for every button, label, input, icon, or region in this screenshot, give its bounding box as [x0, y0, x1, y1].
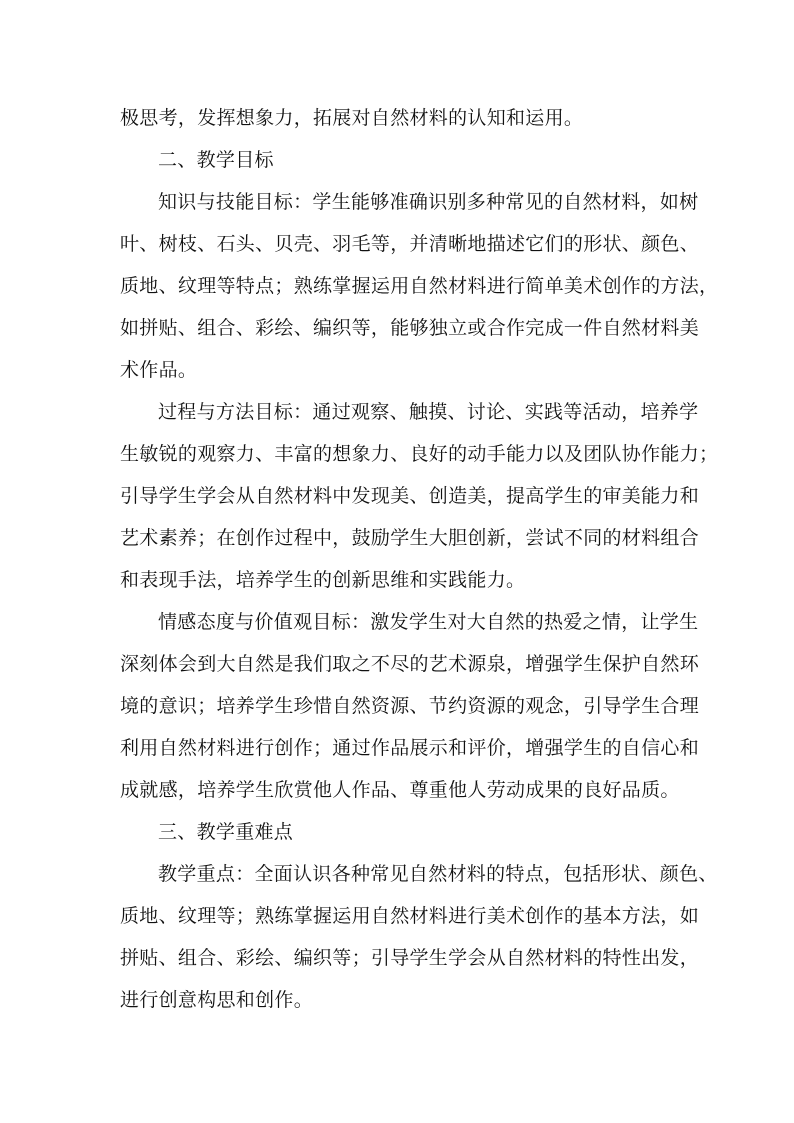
paragraph-line: 叶、树枝、石头、贝壳、羽毛等，并清晰地描述它们的形状、颜色、	[120, 233, 700, 255]
paragraph-line: 知识与技能目标：学生能够准确识别多种常见的自然材料，如树	[158, 191, 699, 213]
paragraph-line: 和表现手法，培养学生的创新思维和实践能力。	[120, 569, 526, 591]
paragraph-line: 教学重点：全面认识各种常见自然材料的特点，包括形状、颜色、	[158, 863, 718, 885]
paragraph-line: 深刻体会到大自然是我们取之不尽的艺术源泉，增强学生保护自然环	[120, 653, 700, 675]
paragraph-line: 情感态度与价值观目标：激发学生对大自然的热爱之情，让学生	[158, 611, 699, 633]
paragraph-line: 质地、纹理等特点；熟练掌握运用自然材料进行简单美术创作的方法，	[120, 275, 719, 297]
paragraph-line: 艺术素养；在创作过程中，鼓励学生大胆创新，尝试不同的材料组合	[120, 527, 700, 549]
section-heading: 二、教学目标	[158, 149, 274, 171]
paragraph-line: 成就感，培养学生欣赏他人作品、尊重他人劳动成果的良好品质。	[120, 779, 680, 801]
paragraph-line: 极思考，发挥想象力，拓展对自然材料的认知和运用。	[120, 107, 584, 129]
paragraph-line: 境的意识；培养学生珍惜自然资源、节约资源的观念，引导学生合理	[120, 695, 700, 717]
paragraph-line: 引导学生学会从自然材料中发现美、创造美，提高学生的审美能力和	[120, 485, 700, 507]
paragraph-line: 利用自然材料进行创作；通过作品展示和评价，增强学生的自信心和	[120, 737, 700, 759]
paragraph-line: 如拼贴、组合、彩绘、编织等，能够独立或合作完成一件自然材料美	[120, 317, 700, 339]
paragraph-line: 生敏锐的观察力、丰富的想象力、良好的动手能力以及团队协作能力；	[120, 443, 719, 465]
paragraph-line: 拼贴、组合、彩绘、编织等；引导学生学会从自然材料的特性出发，	[120, 947, 700, 969]
section-heading: 三、教学重难点	[158, 821, 294, 843]
paragraph-line: 术作品。	[120, 359, 198, 381]
paragraph-line: 质地、纹理等；熟练掌握运用自然材料进行美术创作的基本方法，如	[120, 905, 700, 927]
paragraph-line: 进行创意构思和创作。	[120, 989, 314, 1011]
paragraph-line: 过程与方法目标：通过观察、触摸、讨论、实践等活动，培养学	[158, 401, 699, 423]
